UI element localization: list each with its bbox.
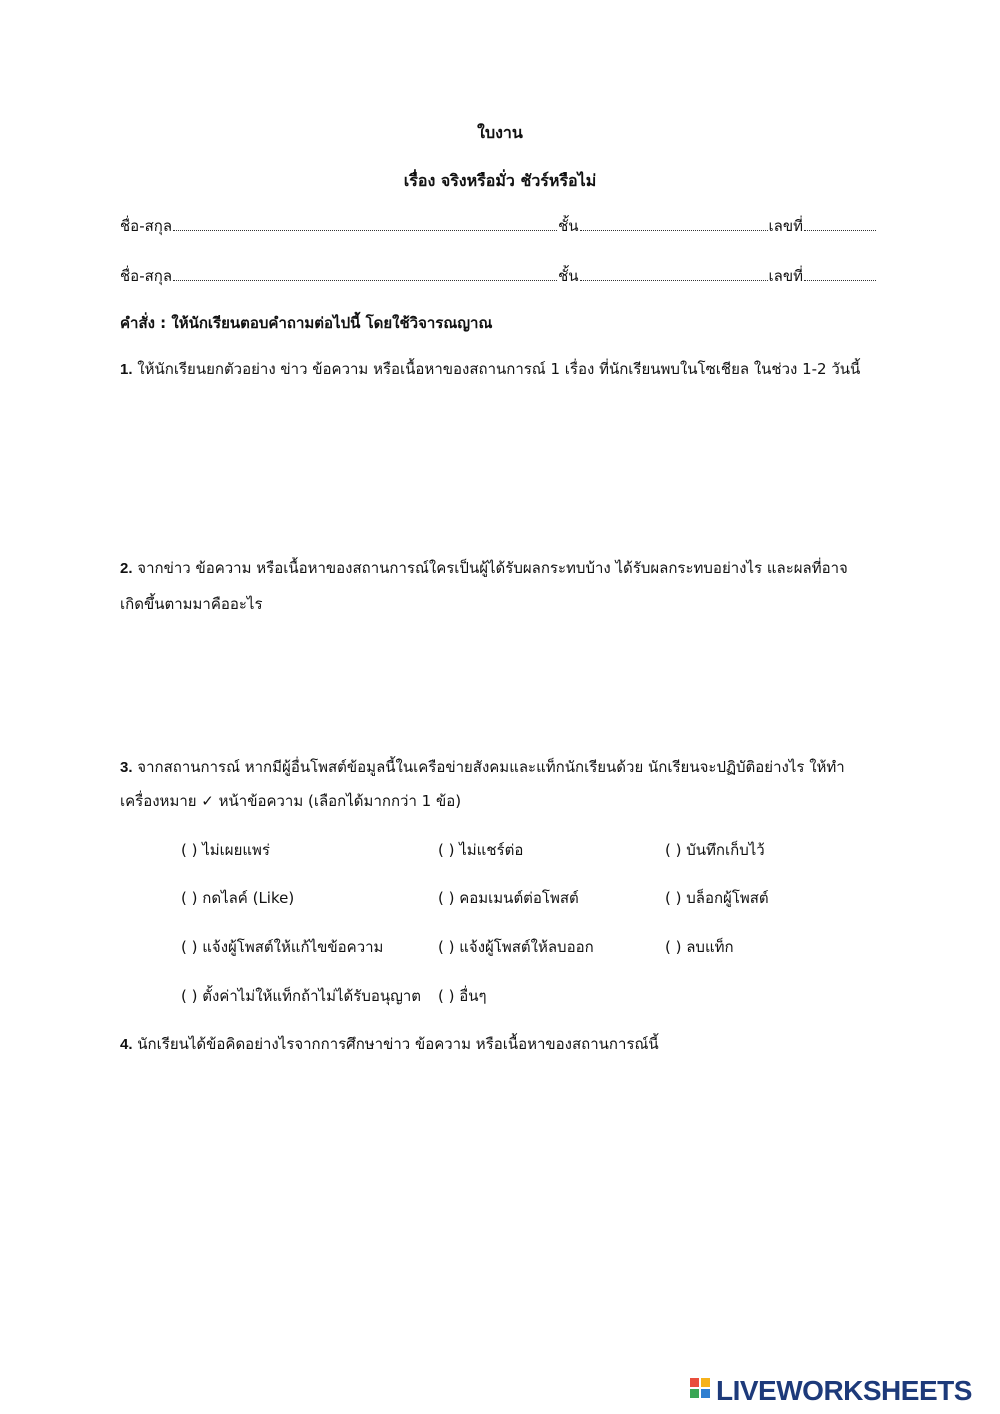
question-text: จากข่าว ข้อความ หรือเนื้อหาของสถานการณ์ใครเป็นผู้ได้รับผลกระทบบ้าง ได้รับผลกระทบอย่างไร และผลที่อาจ — [137, 559, 848, 577]
instructions: คำสั่ง : ให้นักเรียนตอบคำถามต่อไปนี้ โดยใช้วิจารณญาณ — [120, 314, 493, 332]
question-number: 4. — [120, 1036, 133, 1053]
option-no-share[interactable]: ( ) ไม่แชร์ต่อ — [438, 841, 524, 859]
name-field[interactable] — [173, 266, 557, 281]
question-text: จากสถานการณ์ หากมีผู้อื่นโพสต์ข้อมูลนี้ในเครือข่ายสังคมและแท็กนักเรียนด้วย นักเรียนจะปฏิบัติอย่างไร ให้ทำ — [137, 758, 845, 776]
student-info-row-1 — [120, 216, 877, 236]
name-field[interactable] — [173, 216, 557, 231]
number-label: เลขที่ — [768, 217, 803, 235]
worksheet-subject: เรื่อง จริงหรือมั่ว ชัวร์หรือไม่ — [403, 171, 597, 190]
class-field[interactable] — [580, 266, 768, 281]
class-label: ชั้น — [558, 267, 579, 285]
answer-area-4[interactable] — [120, 1066, 877, 1326]
student-info-row-2 — [120, 266, 877, 286]
question-4 — [120, 1034, 659, 1055]
question-3-continued: เครื่องหมาย ✓ หน้าข้อความ (เลือกได้มากกว่า 1 ข้อ) — [120, 792, 462, 810]
question-number: 2. — [120, 560, 133, 577]
number-field[interactable] — [804, 266, 876, 281]
class-label: ชั้น — [558, 217, 579, 235]
option-save[interactable]: ( ) บันทึกเก็บไว้ — [665, 841, 765, 859]
question-text: นักเรียนได้ข้อคิดอย่างไรจากการศึกษาข่าว ข้อความ หรือเนื้อหาของสถานการณ์นี้ — [137, 1035, 659, 1053]
option-no-spread[interactable]: ( ) ไม่เผยแพร่ — [181, 841, 270, 859]
option-like[interactable]: ( ) กดไลค์ (Like) — [181, 889, 295, 907]
number-label: เลขที่ — [768, 267, 803, 285]
question-2 — [120, 558, 848, 579]
option-ask-delete[interactable]: ( ) แจ้งผู้โพสต์ให้ลบออก — [438, 938, 594, 956]
liveworksheets-logo[interactable] — [690, 1374, 972, 1408]
option-remove-tag[interactable]: ( ) ลบแท็ก — [665, 938, 734, 956]
option-other[interactable]: ( ) อื่นๆ — [438, 987, 487, 1005]
question-number: 1. — [120, 361, 133, 378]
answer-area-1[interactable] — [120, 390, 877, 550]
answer-area-2[interactable] — [120, 625, 877, 745]
option-ask-edit[interactable]: ( ) แจ้งผู้โพสต์ให้แก้ไขข้อความ — [181, 938, 384, 956]
option-block-poster[interactable]: ( ) บล็อกผู้โพสต์ — [665, 889, 769, 907]
option-comment[interactable]: ( ) คอมเมนต์ต่อโพสต์ — [438, 889, 579, 907]
liveworksheets-logo-icon — [690, 1378, 712, 1404]
question-3 — [120, 757, 845, 778]
question-1 — [120, 359, 860, 380]
question-2-continued: เกิดขึ้นตามมาคืออะไร — [120, 595, 263, 613]
option-tag-permission[interactable]: ( ) ตั้งค่าไม่ให้แท็กถ้าไม่ได้รับอนุญาต — [181, 987, 422, 1005]
class-field[interactable] — [580, 216, 768, 231]
worksheet-title: ใบงาน — [477, 123, 523, 142]
question-text: ให้นักเรียนยกตัวอย่าง ข่าว ข้อความ หรือเนื้อหาของสถานการณ์ 1 เรื่อง ที่นักเรียนพบในโซเชียล ในช่วง 1-2 วันนี้ — [137, 360, 861, 378]
name-label: ชื่อ-สกุล — [120, 267, 173, 285]
brand-name: LIVEWORKSHEETS — [716, 1375, 972, 1406]
number-field[interactable] — [804, 216, 876, 231]
name-label: ชื่อ-สกุล — [120, 217, 173, 235]
question-number: 3. — [120, 759, 133, 776]
